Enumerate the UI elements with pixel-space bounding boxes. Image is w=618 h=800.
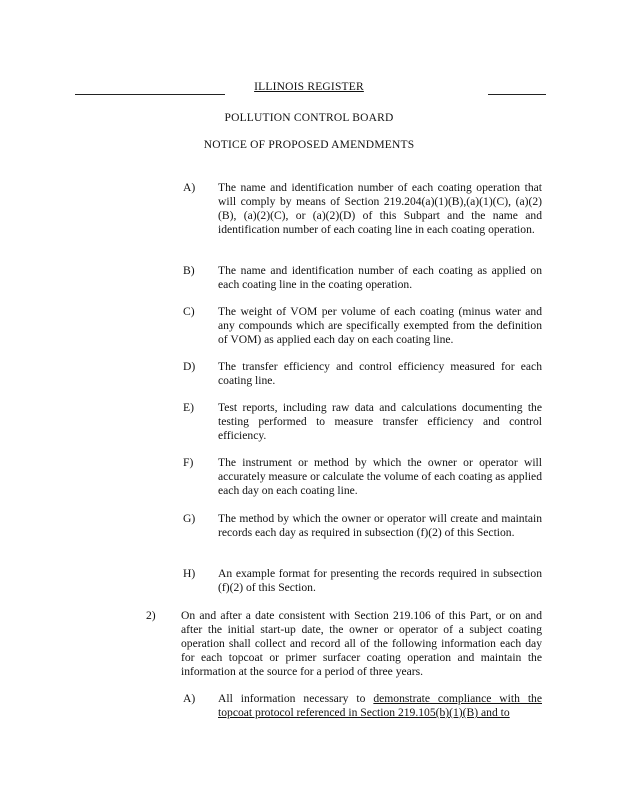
item-label: F) — [183, 456, 194, 469]
item-label: G) — [183, 512, 196, 525]
item-label: D) — [183, 360, 196, 373]
item-text: On and after a date consistent with Section 219.106 of this Part, or on and after the initial start-up date, the owner or operator of a subject coating operation shall collect and record all of the following information each day for each topcoat or primer surfacer coating operation and maintain the information at the source for a period of three years. — [181, 609, 542, 678]
item-text-inserted: demonstrate compliance with the topcoat protocol referenced in Section 219.105(b)(1)(B) and to — [218, 692, 542, 719]
item-text: The method by which the owner or operator will create and maintain records each day as required in subsection (f)(2) of this Section. — [218, 512, 542, 539]
item-label: B) — [183, 264, 195, 277]
item-text: The name and identification number of each coating as applied on each coating line in the coating operation. — [218, 264, 542, 291]
item-text: An example format for presenting the records required in subsection (f)(2) of this Section. — [218, 567, 542, 594]
notice-title: NOTICE OF PROPOSED AMENDMENTS — [203, 139, 415, 151]
item-text-plain: All information necessary to — [218, 692, 374, 705]
item-text: The name and identification number of each coating operation that will comply by means of Section 219.204(a)(1)(B),(a)(1)(C), (a)(2)(B), (a)(2)(C), or (a)(2)(D) of this Subpart and the name and identification number of each coating line in each coating operation. — [218, 181, 542, 236]
item-text: The weight of VOM per volume of each coating (minus water and any compounds which are specifically exempted from the definition of VOM) as applied each day on each coating line. — [218, 305, 542, 346]
item-label: A) — [183, 692, 196, 705]
item-text — [218, 692, 542, 720]
board-title: POLLUTION CONTROL BOARD — [224, 112, 394, 124]
item-text: Test reports, including raw data and calculations documenting the testing performed to measure transfer efficiency and control efficiency. — [218, 401, 542, 442]
item-label: 2) — [146, 609, 156, 622]
item-label: C) — [183, 305, 195, 318]
item-label: H) — [183, 567, 196, 580]
register-title: ILLINOIS REGISTER — [254, 81, 364, 93]
item-label: E) — [183, 401, 194, 414]
item-text: The transfer efficiency and control efficiency measured for each coating line. — [218, 360, 542, 387]
header-rule-right — [488, 94, 546, 95]
item-text: The instrument or method by which the owner or operator will accurately measure or calculate the volume of each coating as applied each day on each coating line. — [218, 456, 542, 497]
header-rule-left — [75, 94, 225, 95]
item-label: A) — [183, 181, 196, 194]
